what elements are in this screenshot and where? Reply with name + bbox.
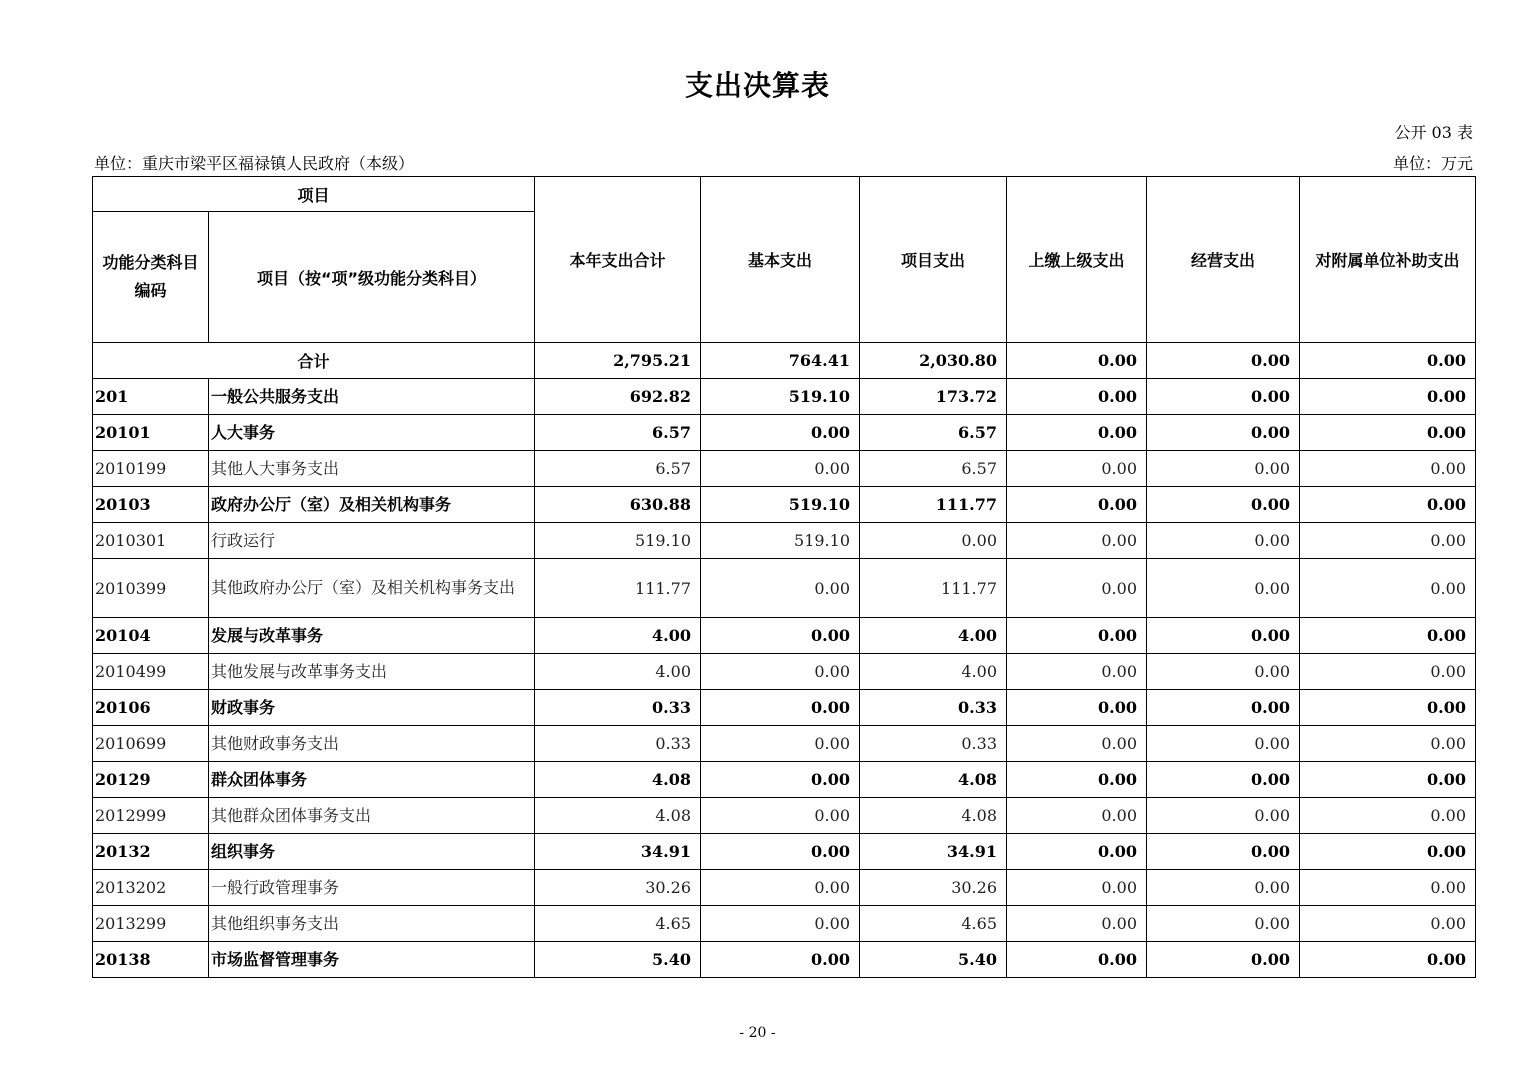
row-subsidy-affiliates-value: 0.00 bbox=[1300, 451, 1476, 487]
row-remit-superior-value: 0.00 bbox=[1007, 559, 1147, 618]
row-name: 其他群众团体事务支出 bbox=[209, 798, 535, 834]
row-operating-value: 0.00 bbox=[1147, 379, 1300, 415]
row-subsidy-affiliates-value: 0.00 bbox=[1300, 762, 1476, 798]
row-code: 2013202 bbox=[93, 870, 209, 906]
total-label: 合计 bbox=[93, 343, 535, 379]
row-project-value: 0.33 bbox=[860, 726, 1007, 762]
row-basic-value: 0.00 bbox=[701, 762, 860, 798]
row-project-value: 0.00 bbox=[860, 523, 1007, 559]
row-basic-value: 0.00 bbox=[701, 726, 860, 762]
row-total-value: 0.33 bbox=[535, 690, 701, 726]
row-total-value: 34.91 bbox=[535, 834, 701, 870]
row-remit-superior-value: 0.00 bbox=[1007, 523, 1147, 559]
row-name: 政府办公厅（室）及相关机构事务 bbox=[209, 487, 535, 523]
row-operating-value: 0.00 bbox=[1147, 559, 1300, 618]
row-remit-superior-value: 0.00 bbox=[1007, 870, 1147, 906]
row-code: 201 bbox=[93, 379, 209, 415]
row-code: 20129 bbox=[93, 762, 209, 798]
header-remit-superior: 上缴上级支出 bbox=[1007, 177, 1147, 343]
table-number: 公开 03 表 bbox=[1394, 123, 1473, 142]
row-project-value: 111.77 bbox=[860, 559, 1007, 618]
row-code: 20132 bbox=[93, 834, 209, 870]
row-code: 20101 bbox=[93, 415, 209, 451]
row-name: 其他财政事务支出 bbox=[209, 726, 535, 762]
row-name: 发展与改革事务 bbox=[209, 618, 535, 654]
row-remit-superior-value: 0.00 bbox=[1007, 834, 1147, 870]
header-basic-expenditure: 基本支出 bbox=[701, 177, 860, 343]
row-name: 群众团体事务 bbox=[209, 762, 535, 798]
row-subsidy-affiliates-value: 0.00 bbox=[1300, 798, 1476, 834]
row-total-value: 692.82 bbox=[535, 379, 701, 415]
row-total-value: 0.33 bbox=[535, 726, 701, 762]
row-basic-value: 0.00 bbox=[701, 798, 860, 834]
row-operating-value: 0.00 bbox=[1147, 618, 1300, 654]
row-code: 2010499 bbox=[93, 654, 209, 690]
table-row bbox=[93, 906, 1476, 942]
row-project-value: 4.08 bbox=[860, 798, 1007, 834]
row-name: 人大事务 bbox=[209, 415, 535, 451]
row-subsidy-affiliates-value: 0.00 bbox=[1300, 415, 1476, 451]
row-operating-value: 0.00 bbox=[1147, 726, 1300, 762]
row-operating-value: 0.00 bbox=[1147, 798, 1300, 834]
row-remit-superior-value: 0.00 bbox=[1007, 798, 1147, 834]
row-code: 20103 bbox=[93, 487, 209, 523]
row-project-value: 173.72 bbox=[860, 379, 1007, 415]
table-row bbox=[93, 726, 1476, 762]
table-row bbox=[93, 942, 1476, 978]
row-basic-value: 0.00 bbox=[701, 618, 860, 654]
row-subsidy-affiliates-value: 0.00 bbox=[1300, 726, 1476, 762]
row-project-value: 111.77 bbox=[860, 487, 1007, 523]
row-total-value: 519.10 bbox=[535, 523, 701, 559]
row-remit-superior-value: 0.00 bbox=[1007, 451, 1147, 487]
row-name: 其他发展与改革事务支出 bbox=[209, 654, 535, 690]
row-project-value: 30.26 bbox=[860, 870, 1007, 906]
row-subsidy-affiliates-value: 0.00 bbox=[1300, 523, 1476, 559]
row-operating-value: 0.00 bbox=[1147, 906, 1300, 942]
table-row bbox=[93, 870, 1476, 906]
row-total-value: 4.08 bbox=[535, 798, 701, 834]
row-operating-value: 0.00 bbox=[1147, 942, 1300, 978]
row-total-value: 630.88 bbox=[535, 487, 701, 523]
table-row bbox=[93, 690, 1476, 726]
header-subsidy-affiliates: 对附属单位补助支出 bbox=[1300, 177, 1476, 343]
row-remit-superior-value: 0.00 bbox=[1007, 726, 1147, 762]
row-project-value: 34.91 bbox=[860, 834, 1007, 870]
row-subsidy-affiliates-value: 0.00 bbox=[1300, 379, 1476, 415]
total-row bbox=[93, 343, 1476, 379]
row-remit-superior-value: 0.00 bbox=[1007, 379, 1147, 415]
row-remit-superior-value: 0.00 bbox=[1007, 942, 1147, 978]
row-basic-value: 0.00 bbox=[701, 834, 860, 870]
row-subsidy-affiliates-value: 0.00 bbox=[1300, 618, 1476, 654]
row-operating-value: 0.00 bbox=[1147, 870, 1300, 906]
row-basic-value: 519.10 bbox=[701, 523, 860, 559]
table-row bbox=[93, 415, 1476, 451]
row-basic-value: 0.00 bbox=[701, 451, 860, 487]
row-code: 20138 bbox=[93, 942, 209, 978]
total-operating-value: 0.00 bbox=[1147, 343, 1300, 379]
row-operating-value: 0.00 bbox=[1147, 487, 1300, 523]
row-operating-value: 0.00 bbox=[1147, 415, 1300, 451]
row-subsidy-affiliates-value: 0.00 bbox=[1300, 654, 1476, 690]
row-total-value: 4.00 bbox=[535, 654, 701, 690]
row-name: 组织事务 bbox=[209, 834, 535, 870]
row-name: 其他组织事务支出 bbox=[209, 906, 535, 942]
header-operating-expenditure: 经营支出 bbox=[1147, 177, 1300, 343]
row-basic-value: 0.00 bbox=[701, 559, 860, 618]
row-remit-superior-value: 0.00 bbox=[1007, 618, 1147, 654]
row-name: 财政事务 bbox=[209, 690, 535, 726]
row-remit-superior-value: 0.00 bbox=[1007, 690, 1147, 726]
row-project-value: 4.00 bbox=[860, 618, 1007, 654]
row-code: 2013299 bbox=[93, 906, 209, 942]
page-number: - 20 - bbox=[739, 1025, 776, 1041]
row-remit-superior-value: 0.00 bbox=[1007, 487, 1147, 523]
row-operating-value: 0.00 bbox=[1147, 690, 1300, 726]
row-code: 2010301 bbox=[93, 523, 209, 559]
header-project: 项目 bbox=[93, 177, 535, 212]
row-project-value: 5.40 bbox=[860, 942, 1007, 978]
row-total-value: 111.77 bbox=[535, 559, 701, 618]
row-remit-superior-value: 0.00 bbox=[1007, 415, 1147, 451]
table-row bbox=[93, 654, 1476, 690]
row-project-value: 4.65 bbox=[860, 906, 1007, 942]
total-basic-value: 764.41 bbox=[701, 343, 860, 379]
row-project-value: 4.00 bbox=[860, 654, 1007, 690]
table-row bbox=[93, 451, 1476, 487]
row-total-value: 6.57 bbox=[535, 451, 701, 487]
row-total-value: 6.57 bbox=[535, 415, 701, 451]
table-row bbox=[93, 834, 1476, 870]
row-project-value: 0.33 bbox=[860, 690, 1007, 726]
row-basic-value: 0.00 bbox=[701, 654, 860, 690]
row-total-value: 4.08 bbox=[535, 762, 701, 798]
row-remit-superior-value: 0.00 bbox=[1007, 906, 1147, 942]
row-operating-value: 0.00 bbox=[1147, 834, 1300, 870]
row-remit-superior-value: 0.00 bbox=[1007, 762, 1147, 798]
table-row bbox=[93, 379, 1476, 415]
page-title: 支出决算表 bbox=[684, 69, 830, 102]
row-basic-value: 0.00 bbox=[701, 942, 860, 978]
total-remit-superior-value: 0.00 bbox=[1007, 343, 1147, 379]
row-basic-value: 519.10 bbox=[701, 487, 860, 523]
row-project-value: 6.57 bbox=[860, 451, 1007, 487]
row-project-value: 4.08 bbox=[860, 762, 1007, 798]
row-subsidy-affiliates-value: 0.00 bbox=[1300, 942, 1476, 978]
unit-currency: 单位：万元 bbox=[1392, 154, 1473, 173]
row-operating-value: 0.00 bbox=[1147, 654, 1300, 690]
row-basic-value: 0.00 bbox=[701, 870, 860, 906]
row-remit-superior-value: 0.00 bbox=[1007, 654, 1147, 690]
row-operating-value: 0.00 bbox=[1147, 762, 1300, 798]
row-basic-value: 0.00 bbox=[701, 906, 860, 942]
row-operating-value: 0.00 bbox=[1147, 523, 1300, 559]
row-subsidy-affiliates-value: 0.00 bbox=[1300, 559, 1476, 618]
row-basic-value: 519.10 bbox=[701, 379, 860, 415]
header-total-expenditure: 本年支出合计 bbox=[535, 177, 701, 343]
row-name: 其他人大事务支出 bbox=[209, 451, 535, 487]
total-total-value: 2,795.21 bbox=[535, 343, 701, 379]
expenditure-table bbox=[92, 176, 1476, 978]
table-row bbox=[93, 798, 1476, 834]
table-row bbox=[93, 487, 1476, 523]
row-name: 行政运行 bbox=[209, 523, 535, 559]
table-body bbox=[93, 343, 1476, 978]
table-row bbox=[93, 523, 1476, 559]
row-name: 其他政府办公厅（室）及相关机构事务支出 bbox=[209, 559, 535, 618]
row-total-value: 4.65 bbox=[535, 906, 701, 942]
table-row bbox=[93, 618, 1476, 654]
header-name: 项目（按“项”级功能分类科目） bbox=[209, 212, 535, 343]
row-name: 一般公共服务支出 bbox=[209, 379, 535, 415]
total-subsidy-affiliates-value: 0.00 bbox=[1300, 343, 1476, 379]
row-code: 2010399 bbox=[93, 559, 209, 618]
table-row bbox=[93, 762, 1476, 798]
row-code: 2010699 bbox=[93, 726, 209, 762]
row-subsidy-affiliates-value: 0.00 bbox=[1300, 690, 1476, 726]
header-code: 功能分类科目编码 bbox=[93, 212, 209, 343]
total-project-value: 2,030.80 bbox=[860, 343, 1007, 379]
row-subsidy-affiliates-value: 0.00 bbox=[1300, 906, 1476, 942]
row-code: 2012999 bbox=[93, 798, 209, 834]
row-name: 一般行政管理事务 bbox=[209, 870, 535, 906]
row-total-value: 5.40 bbox=[535, 942, 701, 978]
row-subsidy-affiliates-value: 0.00 bbox=[1300, 834, 1476, 870]
row-code: 20104 bbox=[93, 618, 209, 654]
row-code: 20106 bbox=[93, 690, 209, 726]
unit-organization: 单位：重庆市梁平区福禄镇人民政府（本级） bbox=[94, 154, 415, 173]
table-row bbox=[93, 559, 1476, 618]
row-basic-value: 0.00 bbox=[701, 415, 860, 451]
row-code: 2010199 bbox=[93, 451, 209, 487]
row-subsidy-affiliates-value: 0.00 bbox=[1300, 487, 1476, 523]
row-total-value: 4.00 bbox=[535, 618, 701, 654]
row-total-value: 30.26 bbox=[535, 870, 701, 906]
row-project-value: 6.57 bbox=[860, 415, 1007, 451]
header-project-expenditure: 项目支出 bbox=[860, 177, 1007, 343]
row-basic-value: 0.00 bbox=[701, 690, 860, 726]
row-operating-value: 0.00 bbox=[1147, 451, 1300, 487]
row-name: 市场监督管理事务 bbox=[209, 942, 535, 978]
row-subsidy-affiliates-value: 0.00 bbox=[1300, 870, 1476, 906]
